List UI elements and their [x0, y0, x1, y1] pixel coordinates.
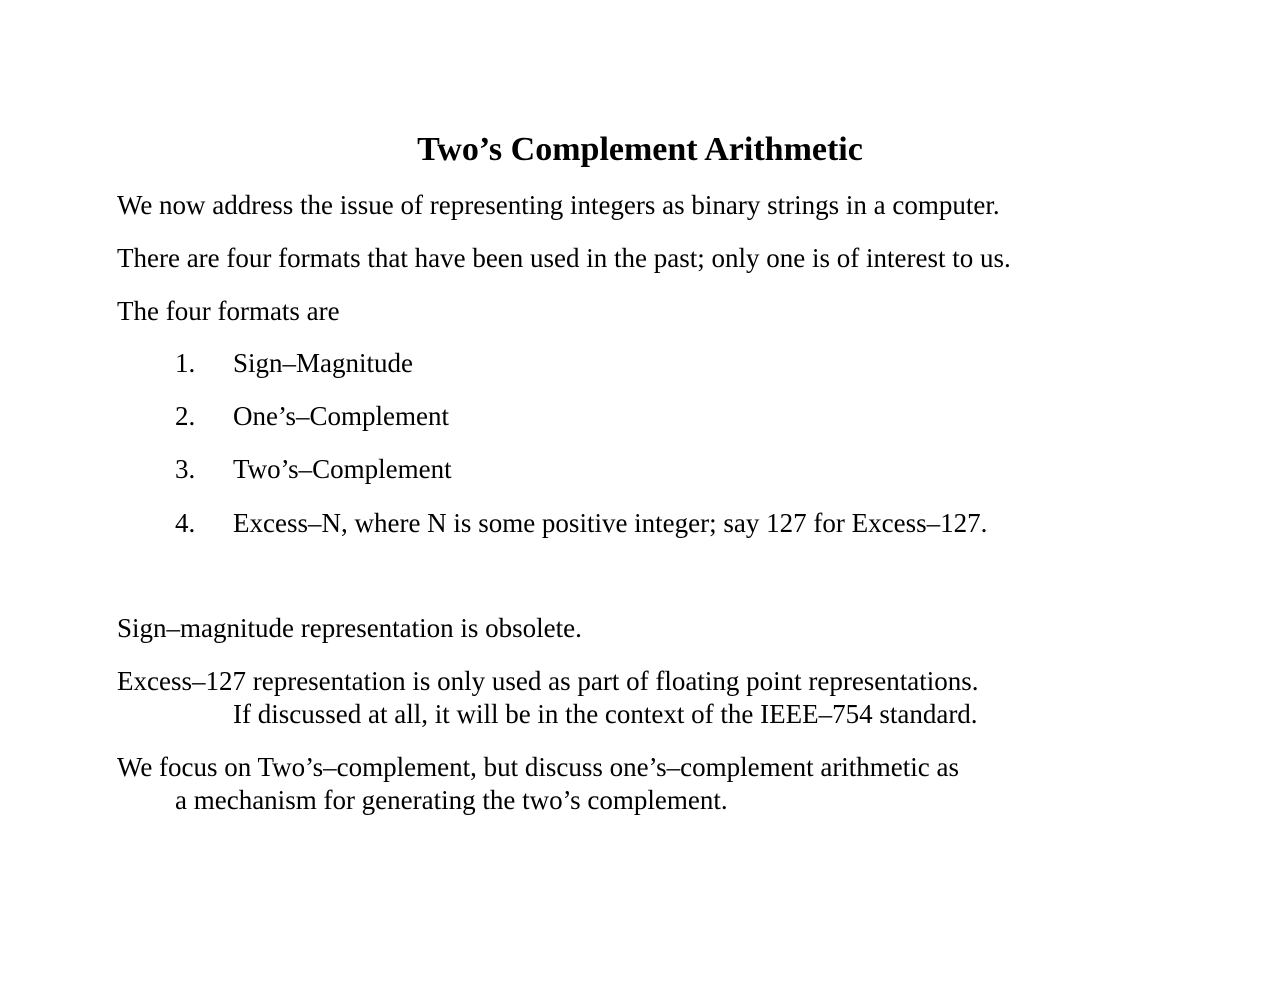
- list-item-number: 1.: [175, 348, 196, 378]
- list-item-number: 2.: [175, 401, 196, 431]
- list-item-text: Sign–Magnitude: [233, 348, 413, 378]
- list-item-text: Two’s–Complement: [233, 454, 452, 484]
- page-title: Two’s Complement Arithmetic: [417, 131, 863, 168]
- list-item-number: 4.: [175, 508, 196, 538]
- note-focus-line-1: We focus on Two’s–complement, but discuss one’s–complement arithmetic as: [117, 752, 960, 782]
- note-sign-magnitude: Sign–magnitude representation is obsolete.: [117, 613, 582, 643]
- note-focus-line-2: a mechanism for generating the two’s complement.: [175, 785, 728, 815]
- intro-line-3: The four formats are: [117, 296, 340, 326]
- list-item-number: 3.: [175, 454, 196, 484]
- list-item-text: One’s–Complement: [233, 401, 449, 431]
- intro-line-2: There are four formats that have been used in the past; only one is of interest to us.: [117, 243, 1011, 273]
- note-excess-line-2: If discussed at all, it will be in the context of the IEEE–754 standard.: [233, 699, 978, 729]
- intro-line-1: We now address the issue of representing integers as binary strings in a computer.: [117, 190, 1000, 220]
- list-item-text: Excess–N, where N is some positive integer; say 127 for Excess–127.: [233, 508, 988, 538]
- note-excess-line-1: Excess–127 representation is only used as part of floating point representations.: [117, 666, 979, 696]
